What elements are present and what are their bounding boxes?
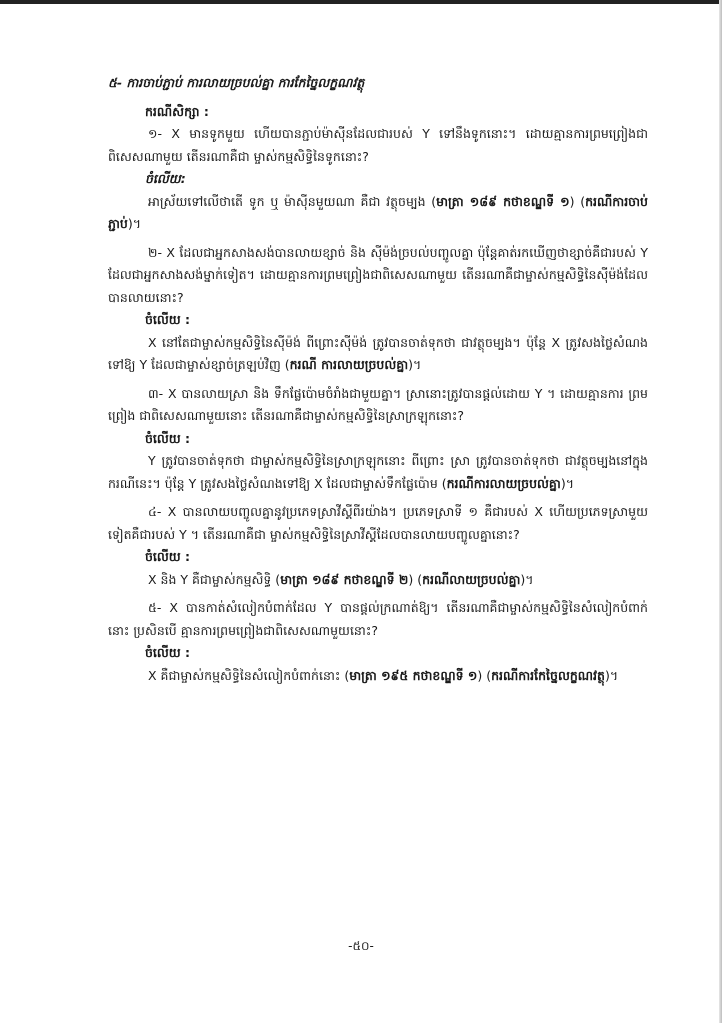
scan-edge-top	[0, 0, 722, 4]
case-5-question	[108, 597, 648, 642]
case-5-answer-label: ចំលើយ :	[145, 645, 191, 660]
question-text: X មានទូកមួយ ហើយបានភ្ជាប់ម៉ាស៊ីនដែលជារបស់ Y ទៅនឹងទូកនោះ។ ដោយគ្មានការព្រមព្រៀងជាពិសេសណាមួយ តើនរណាគឺជា ម្ចាស់កម្មសិទ្ធិនៃទូកនោះ?	[108, 126, 648, 164]
document-page	[108, 72, 648, 687]
answer-separator: ) (	[408, 571, 423, 587]
answer-end: )។	[127, 216, 141, 231]
case-3-answer	[108, 450, 648, 495]
case-type-reference: ករណីការចាប់ភ្ជាប់	[108, 193, 648, 231]
case-1-answer	[108, 191, 648, 236]
case-1-question	[108, 123, 648, 168]
answer-text: X និង Y គឺជាម្ចាស់កម្មសិទ្ធិ (	[148, 571, 281, 587]
question-text: X បានកាត់សំលៀកបំពាក់ដែល Y បានផ្ដល់ក្រណាត់ឱ្យ។ តើនរណាគឺជាម្ចាស់កម្មសិទ្ធិនៃសំលៀកបំពាក់នោះ ប្រសិនបើ គ្មានការព្រមព្រៀងជាពិសេសណាមួយនោះ?	[108, 600, 648, 638]
case-type-reference: ករណីការកែច្នៃលក្ខណវត្ថុ	[491, 667, 605, 683]
case-number: ២-	[148, 244, 162, 260]
case-2-answer	[108, 332, 648, 377]
article-reference: មាត្រា ១៩៥ កថាខណ្ឌទី ១	[349, 667, 478, 683]
cases-label: ករណីសិក្សា :	[145, 103, 209, 119]
case-1-answer-label: ចំលើយ:	[145, 171, 186, 186]
question-text: X បានលាយបញ្ចូលគ្នានូវប្រភេទស្រាវីស្គីពីរយ៉ាង។ ប្រភេទស្រាទី ១ គឺជារបស់ X ហើយប្រភេទស្រាមួយទៀតគឺជារបស់ Y ។ តើនរណាគឺជា ម្ចាស់កម្មសិទ្ធិនៃស្រាវីស្គីដែលបានលាយបញ្ចូលគ្នានោះ?	[108, 504, 648, 542]
answer-text: អាស្រ័យទៅលើថាតើ ទូក ឬ ម៉ាស៊ីនមួយណា គឺជា វត្ថុចម្បង (	[148, 193, 437, 209]
case-number: ៥-	[148, 600, 162, 615]
case-number: ៣-	[148, 385, 164, 401]
case-type-reference: ករណី ការលាយច្របល់គ្នា	[289, 357, 409, 372]
case-2-answer-label: ចំលើយ :	[145, 312, 191, 327]
answer-end: )។	[408, 357, 422, 372]
case-type-reference: ករណីលាយច្របល់គ្នា	[422, 571, 521, 587]
case-3-question	[108, 383, 648, 428]
answer-end: )។	[604, 667, 619, 683]
case-2-question	[108, 242, 648, 310]
case-4-question	[108, 501, 648, 546]
answer-end: )។	[560, 475, 574, 491]
case-5-answer	[108, 665, 648, 688]
article-reference: មាត្រា ១៨៩ កថាខណ្ឌទី ១	[436, 193, 570, 209]
case-4-answer	[108, 569, 648, 592]
article-reference: មាត្រា ១៨៩ កថាខណ្ឌទី ២	[280, 571, 409, 587]
section-heading: ៥- ការចាប់ភ្ជាប់ ការលាយច្របល់គ្នា ការកែច្នៃលក្ខណវត្ថុ	[108, 75, 365, 90]
case-3-answer-label: ចំលើយ :	[145, 430, 191, 446]
page-number: -៥០-	[348, 939, 374, 953]
answer-text: X គឺជាម្ចាស់កម្មសិទ្ធិនៃសំលៀកបំពាក់នោះ (	[148, 667, 350, 683]
case-number: ៤-	[148, 504, 162, 519]
question-text: X បានលាយស្រា និង ទឹកផ្លែប៉ោមចំរាំងជាមួយគ្នា។ ស្រានោះត្រូវបានផ្ដល់ដោយ Y ។ ដោយគ្មានការ ព្រមព្រៀង ជាពិសេសណាមួយនោះ តើនរណាគឺជាម្ចាស់កម្មសិទ្ធិនៃស្រាក្រឡុកនោះ?	[108, 385, 648, 423]
answer-text: X នៅតែជាម្ចាស់កម្មសិទ្ធិនៃស៊ីម៉ង់ ពីព្រោះស៊ីម៉ង់ ត្រូវបានចាត់ទុកថា ជាវត្ថុចម្បង។ ប៉ុន្តែ X ត្រូវសងថ្លៃសំណងទៅឱ្យ Y ដែលជាម្ចាស់ខ្សាច់ត្រឡប់វិញ (	[108, 334, 648, 372]
answer-separator: ) (	[569, 193, 586, 209]
answer-text: Y ត្រូវបានចាត់ទុកថា ជាម្ចាស់កម្មសិទ្ធិនៃស្រាក្រឡុកនោះ ពីព្រោះ ស្រា ត្រូវបានចាត់ទុកថា ជាវត្ថុចម្បងនៅក្នុងករណីនេះ។ ប៉ុន្តែ Y ត្រូវសងថ្លៃសំណងទៅឱ្យ X ដែលជាម្ចាស់ទឹកផ្លែប៉ោម (	[108, 453, 648, 491]
question-text: X ដែលជាអ្នកសាងសង់បានលាយខ្សាច់ និង ស៊ីម៉ង់ច្របល់បញ្ចូលគ្នា ប៉ុន្តែគាត់រកឃើញថាខ្សាច់គឺជារបស់ Y ដែលជាអ្នកសាងសង់ម្នាក់ទៀត។ ដោយគ្មានការព្រមព្រៀងជាពិសេសណាមួយ តើនរណាគឺជាម្ចាស់កម្មសិទ្ធិនៃស៊ីម៉ង់ដែលបានលាយនោះ?	[108, 244, 648, 305]
answer-end: )។	[520, 571, 534, 587]
case-4-answer-label: ចំលើយ :	[145, 549, 191, 564]
case-type-reference: ករណីការលាយច្របល់គ្នា	[446, 475, 561, 491]
case-number: ១-	[148, 126, 162, 141]
answer-separator: ) (	[477, 667, 492, 683]
